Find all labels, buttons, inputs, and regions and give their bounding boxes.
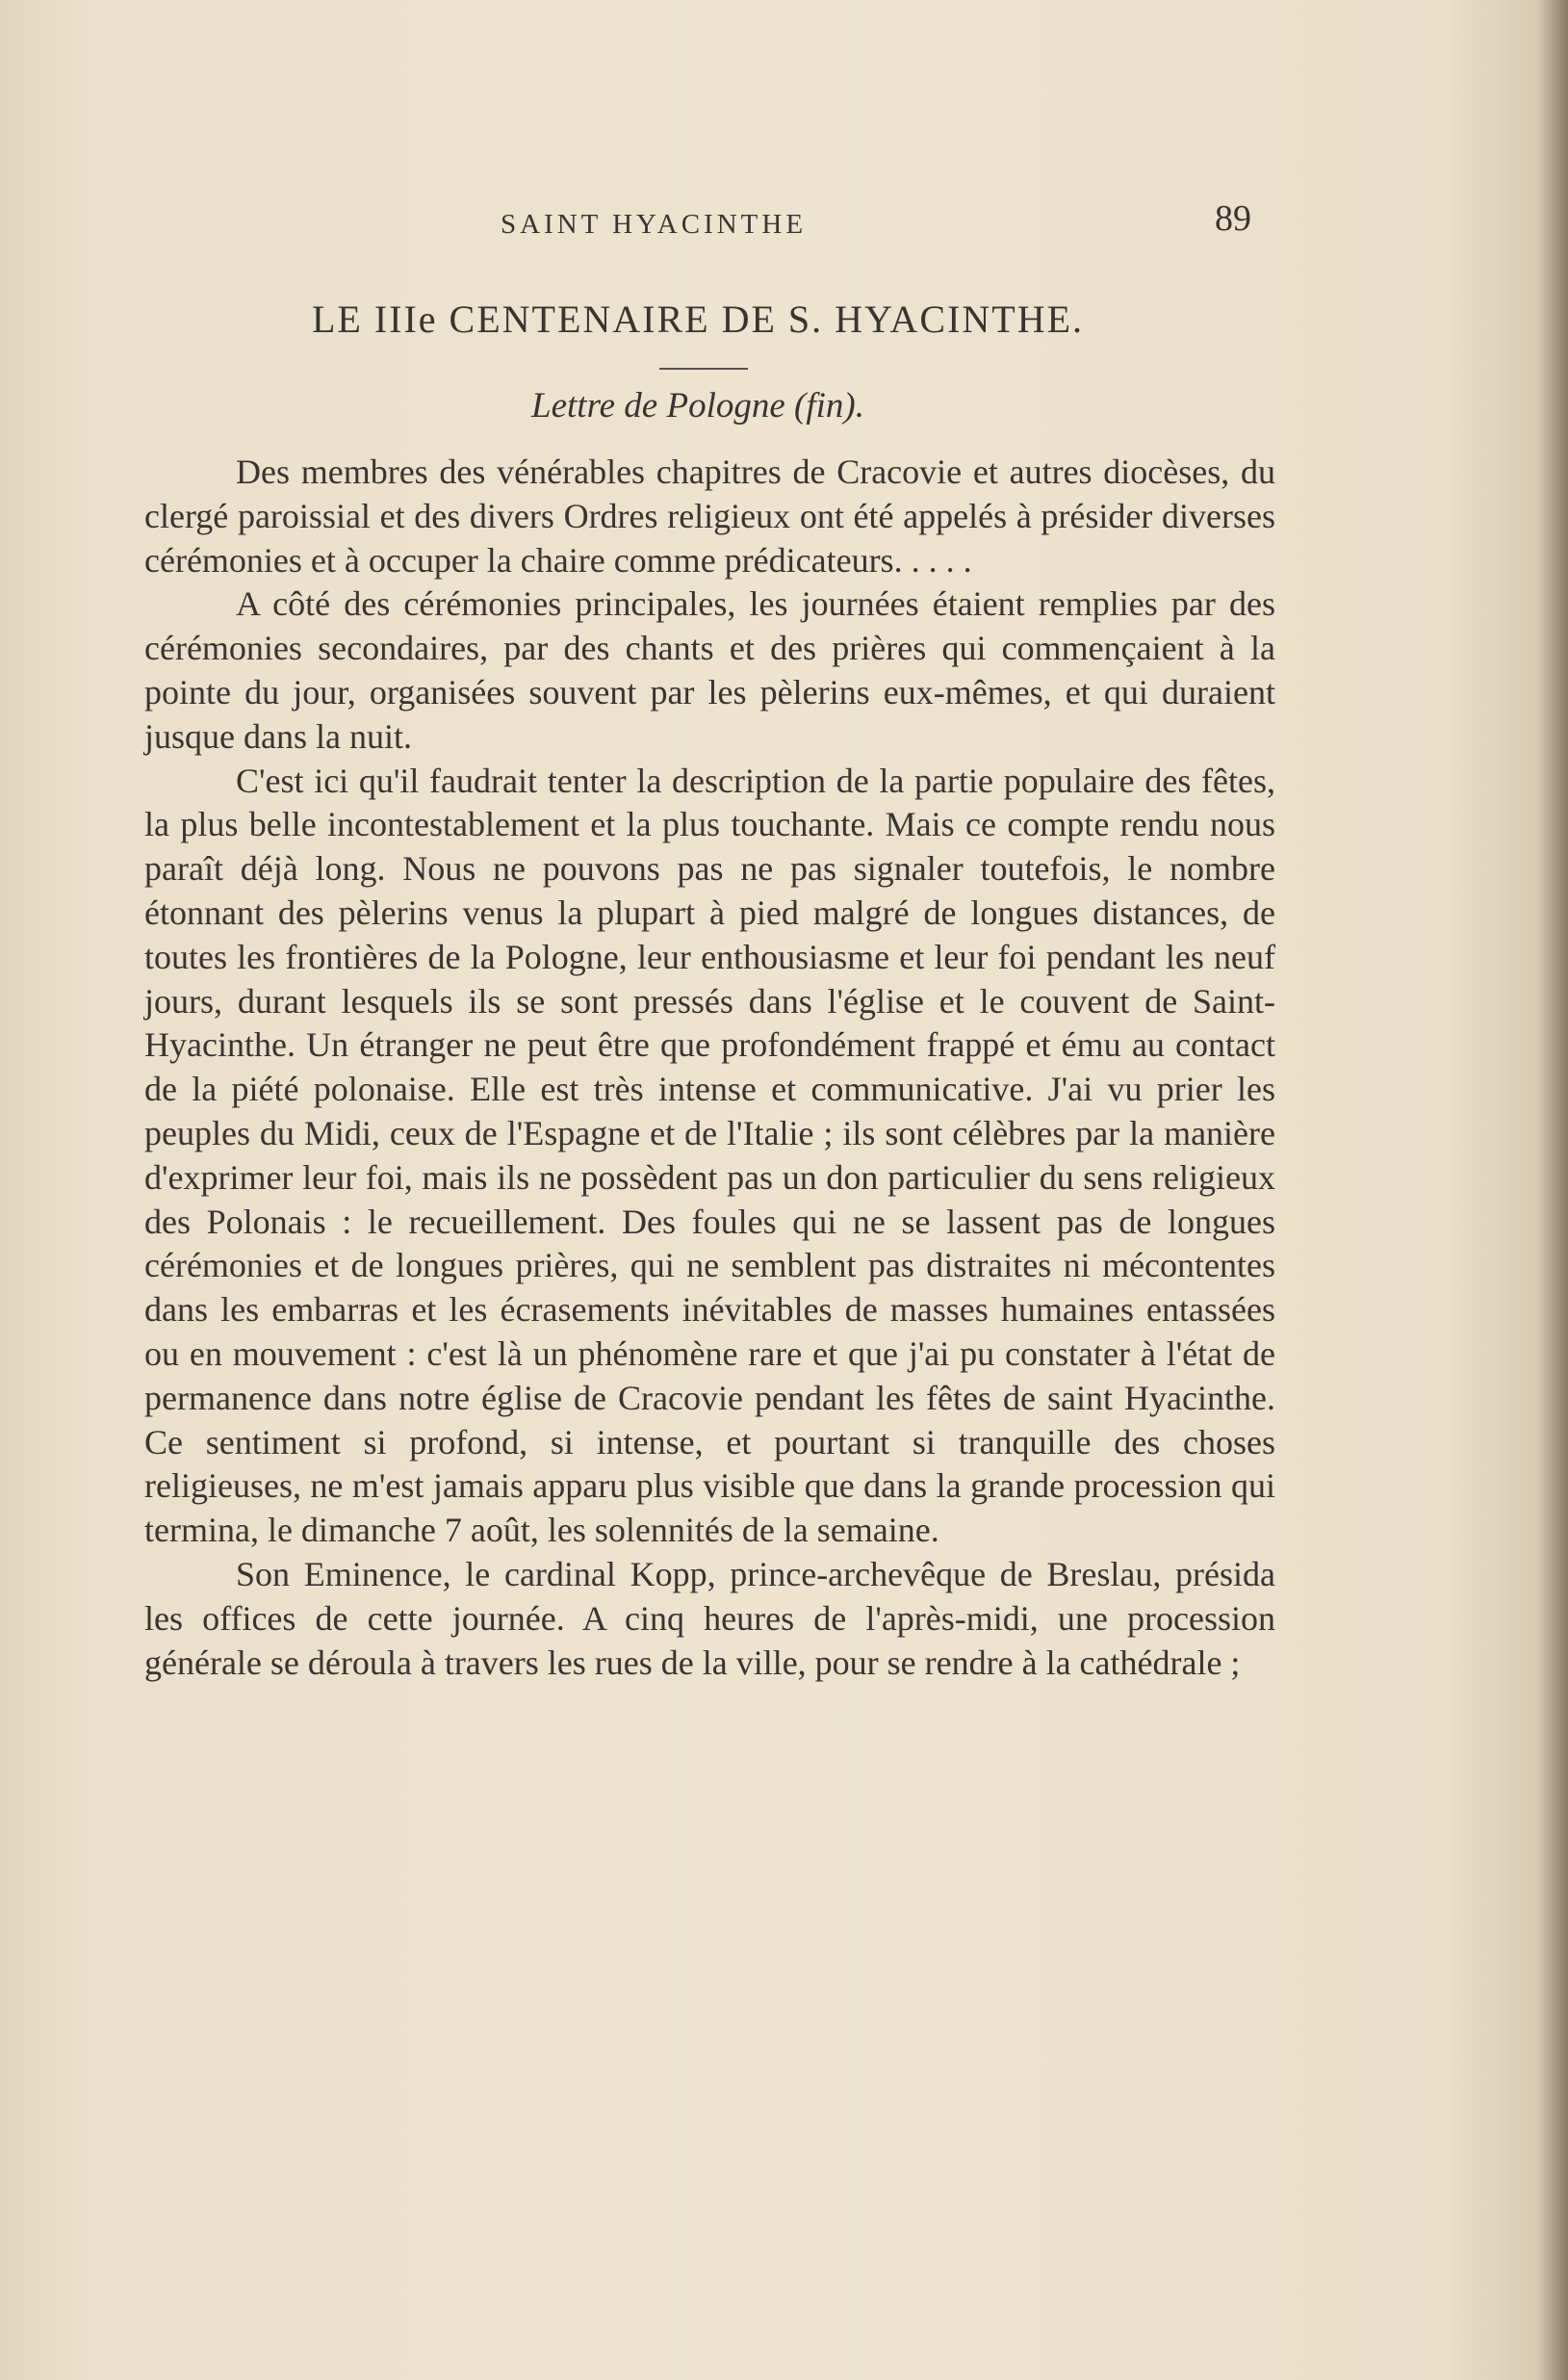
paragraph: Son Eminence, le cardinal Kopp, prince-archevêque de Breslau, présida les offices de cette journée. A cinq heures de l'après-midi, une procession générale se déroula à travers les rues de la ville, pour se rendre à la cathédrale ; [144, 1554, 1275, 1682]
running-title: SAINT HYACINTHE [501, 209, 808, 240]
article-body [144, 451, 1275, 1685]
article-title: LE IIIe CENTENAIRE DE S. HYACINTHE. [311, 298, 1085, 341]
page-number: 89 [1215, 198, 1251, 239]
paragraph: C'est ici qu'il faudrait tenter la description de la partie populaire des fêtes, la plus belle incontestablement et la plus touchante. Mais ce compte rendu nous paraît déjà long. Nous ne pouvons pas ne pas signaler toutefois, le nombre étonnant des pèlerins venus la plupart à pied malgré de longues distances, de toutes les frontières de la Pologne, leur enthousiasme et leur foi pendant les neuf jours, durant lesquels ils se sont pressés dans l'église et le couvent de Saint-Hyacinthe. Un étranger ne peut être que profondément frappé et ému au contact de la piété polonaise. Elle est très intense et communicative. J'ai vu prier les peuples du Midi, ceux de l'Espagne et de l'Italie ; ils sont célèbres par la manière d'exprimer leur foi, mais ils ne possèdent pas un don particulier du sens religieux des Polonais : le recueillement. Des foules qui ne se lassent pas de longues cérémonies et de longues prières, qui ne semblent pas distraites ni mécontentes dans les embarras et les écrasements inévitables de masses humaines entassées ou en mouvement : c'est là un phénomène rare et que j'ai pu constater à l'état de permanence dans notre église de Cracovie pendant les fêtes de saint Hyacinthe. Ce sentiment si profond, si intense, et pourtant si tranquille des choses religieuses, ne m'est jamais apparu plus visible que dans la grande procession qui termina, le dimanche 7 août, les solennités de la semaine. [144, 761, 1275, 1550]
paragraph: A côté des cérémonies principales, les journées étaient remplies par des cérémonies secondaires, par des chants et des prières qui commençaient à la pointe du jour, organisées souvent par les pèlerins eux-mêmes, et qui duraient jusque dans la nuit. [144, 584, 1275, 756]
article-subtitle: Lettre de Pologne (fin). [531, 386, 864, 426]
paragraph: Des membres des vénérables chapitres de Cracovie et autres diocèses, du clergé paroissial et des divers Ordres religieux ont été appelés à présider diverses cérémonies et à occuper la chaire comme prédicateurs. . . . . [144, 453, 1275, 580]
title-rule [659, 368, 748, 370]
page-header [501, 197, 1251, 246]
